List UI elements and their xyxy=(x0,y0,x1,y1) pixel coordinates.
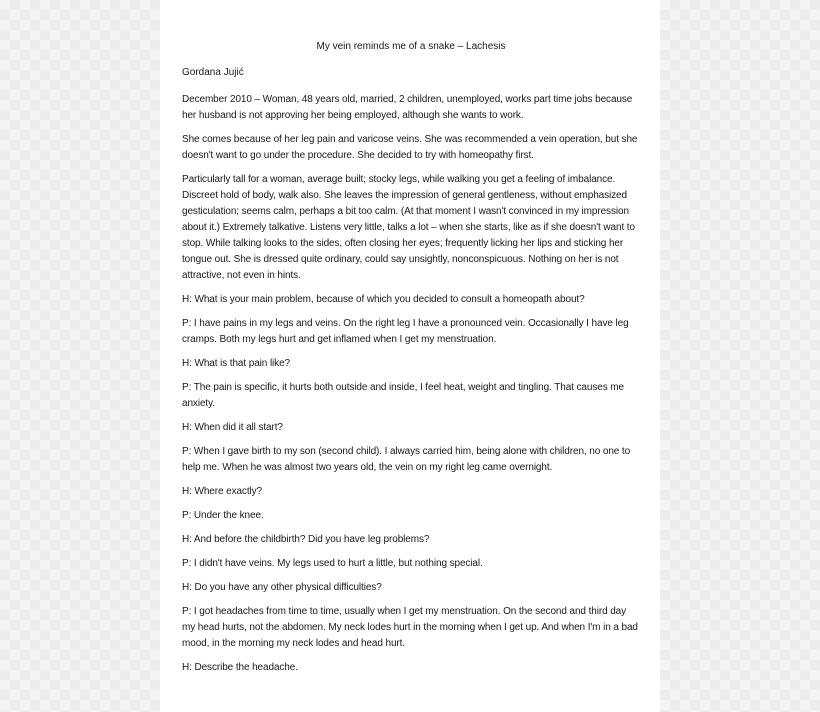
paragraph-answer: P: Under the knee. xyxy=(182,510,264,521)
paragraph-answer: P: I got headaches from time to time, usually when I get my menstruation. On the second and third day my head hurts, not the abdomen. My neck lodes hurt in the morning when I get up. And when I'm in a bad mood, in the morning my neck lodes and head hurt. xyxy=(182,606,638,649)
paragraph-answer: P: I didn't have veins. My legs used to hurt a little, but nothing special. xyxy=(182,558,483,569)
paragraph-question: H: And before the childbirth? Did you have leg problems? xyxy=(182,534,430,545)
paragraph-question: H: Where exactly? xyxy=(182,486,262,497)
paragraph-question: H: What is that pain like? xyxy=(182,358,291,369)
paragraph-question: H: When did it all start? xyxy=(182,422,283,433)
paragraph-question: H: What is your main problem, because of which you decided to consult a homeopath about? xyxy=(182,294,585,305)
paragraph-reason: She comes because of her leg pain and varicose veins. She was recommended a vein operation, but she doesn't want to go under the procedure. She decided to try with homeopathy first. xyxy=(182,134,638,161)
paragraph-description: Particularly tall for a woman, average built; stocky legs, while walking you get a feeling of imbalance. Discreet hold of body, walk also. She leaves the impression of general gentleness, without emphasized gesticulation; seems calm, perhaps a bit too calm. (At that moment I wasn't convinced in my impression about it.) Extremely talkative. Listens very little, talks a lot – when she starts, like as if she doesn't want to stop. While talking looks to the sides, often closing her eyes; frequently licking her lips and sticking her tongue out. She is dressed quite ordinary, could say unsightly, nonconspicuous. Nothing on her is not attractive, not even in hints. xyxy=(182,174,635,281)
document-title: My vein reminds me of a snake – Lachesis xyxy=(316,41,506,52)
document-author: Gordana Jujić xyxy=(182,67,244,78)
document-body xyxy=(182,92,640,676)
paragraph-answer: P: The pain is specific, it hurts both outside and inside, I feel heat, weight and tingling. That causes me anxiety. xyxy=(182,382,624,409)
paragraph-answer: P: I have pains in my legs and veins. On the right leg I have a pronounced vein. Occasionally I have leg cramps. Both my legs hurt and get inflamed when I get my menstruation. xyxy=(182,318,629,345)
paragraph-question: H: Do you have any other physical difficulties? xyxy=(182,582,382,593)
paragraph-answer: P: When I gave birth to my son (second child). I always carried him, being alone with children, no one to help me. When he was almost two years old, the vein on my right leg came overnight. xyxy=(182,446,631,473)
paragraph-intro: December 2010 – Woman, 48 years old, married, 2 children, unemployed, works part time jobs because her husband is not approving her being employed, although she wants to work. xyxy=(182,94,633,121)
document-page xyxy=(160,0,660,712)
paragraph-question: H: Describe the headache. xyxy=(182,662,298,673)
